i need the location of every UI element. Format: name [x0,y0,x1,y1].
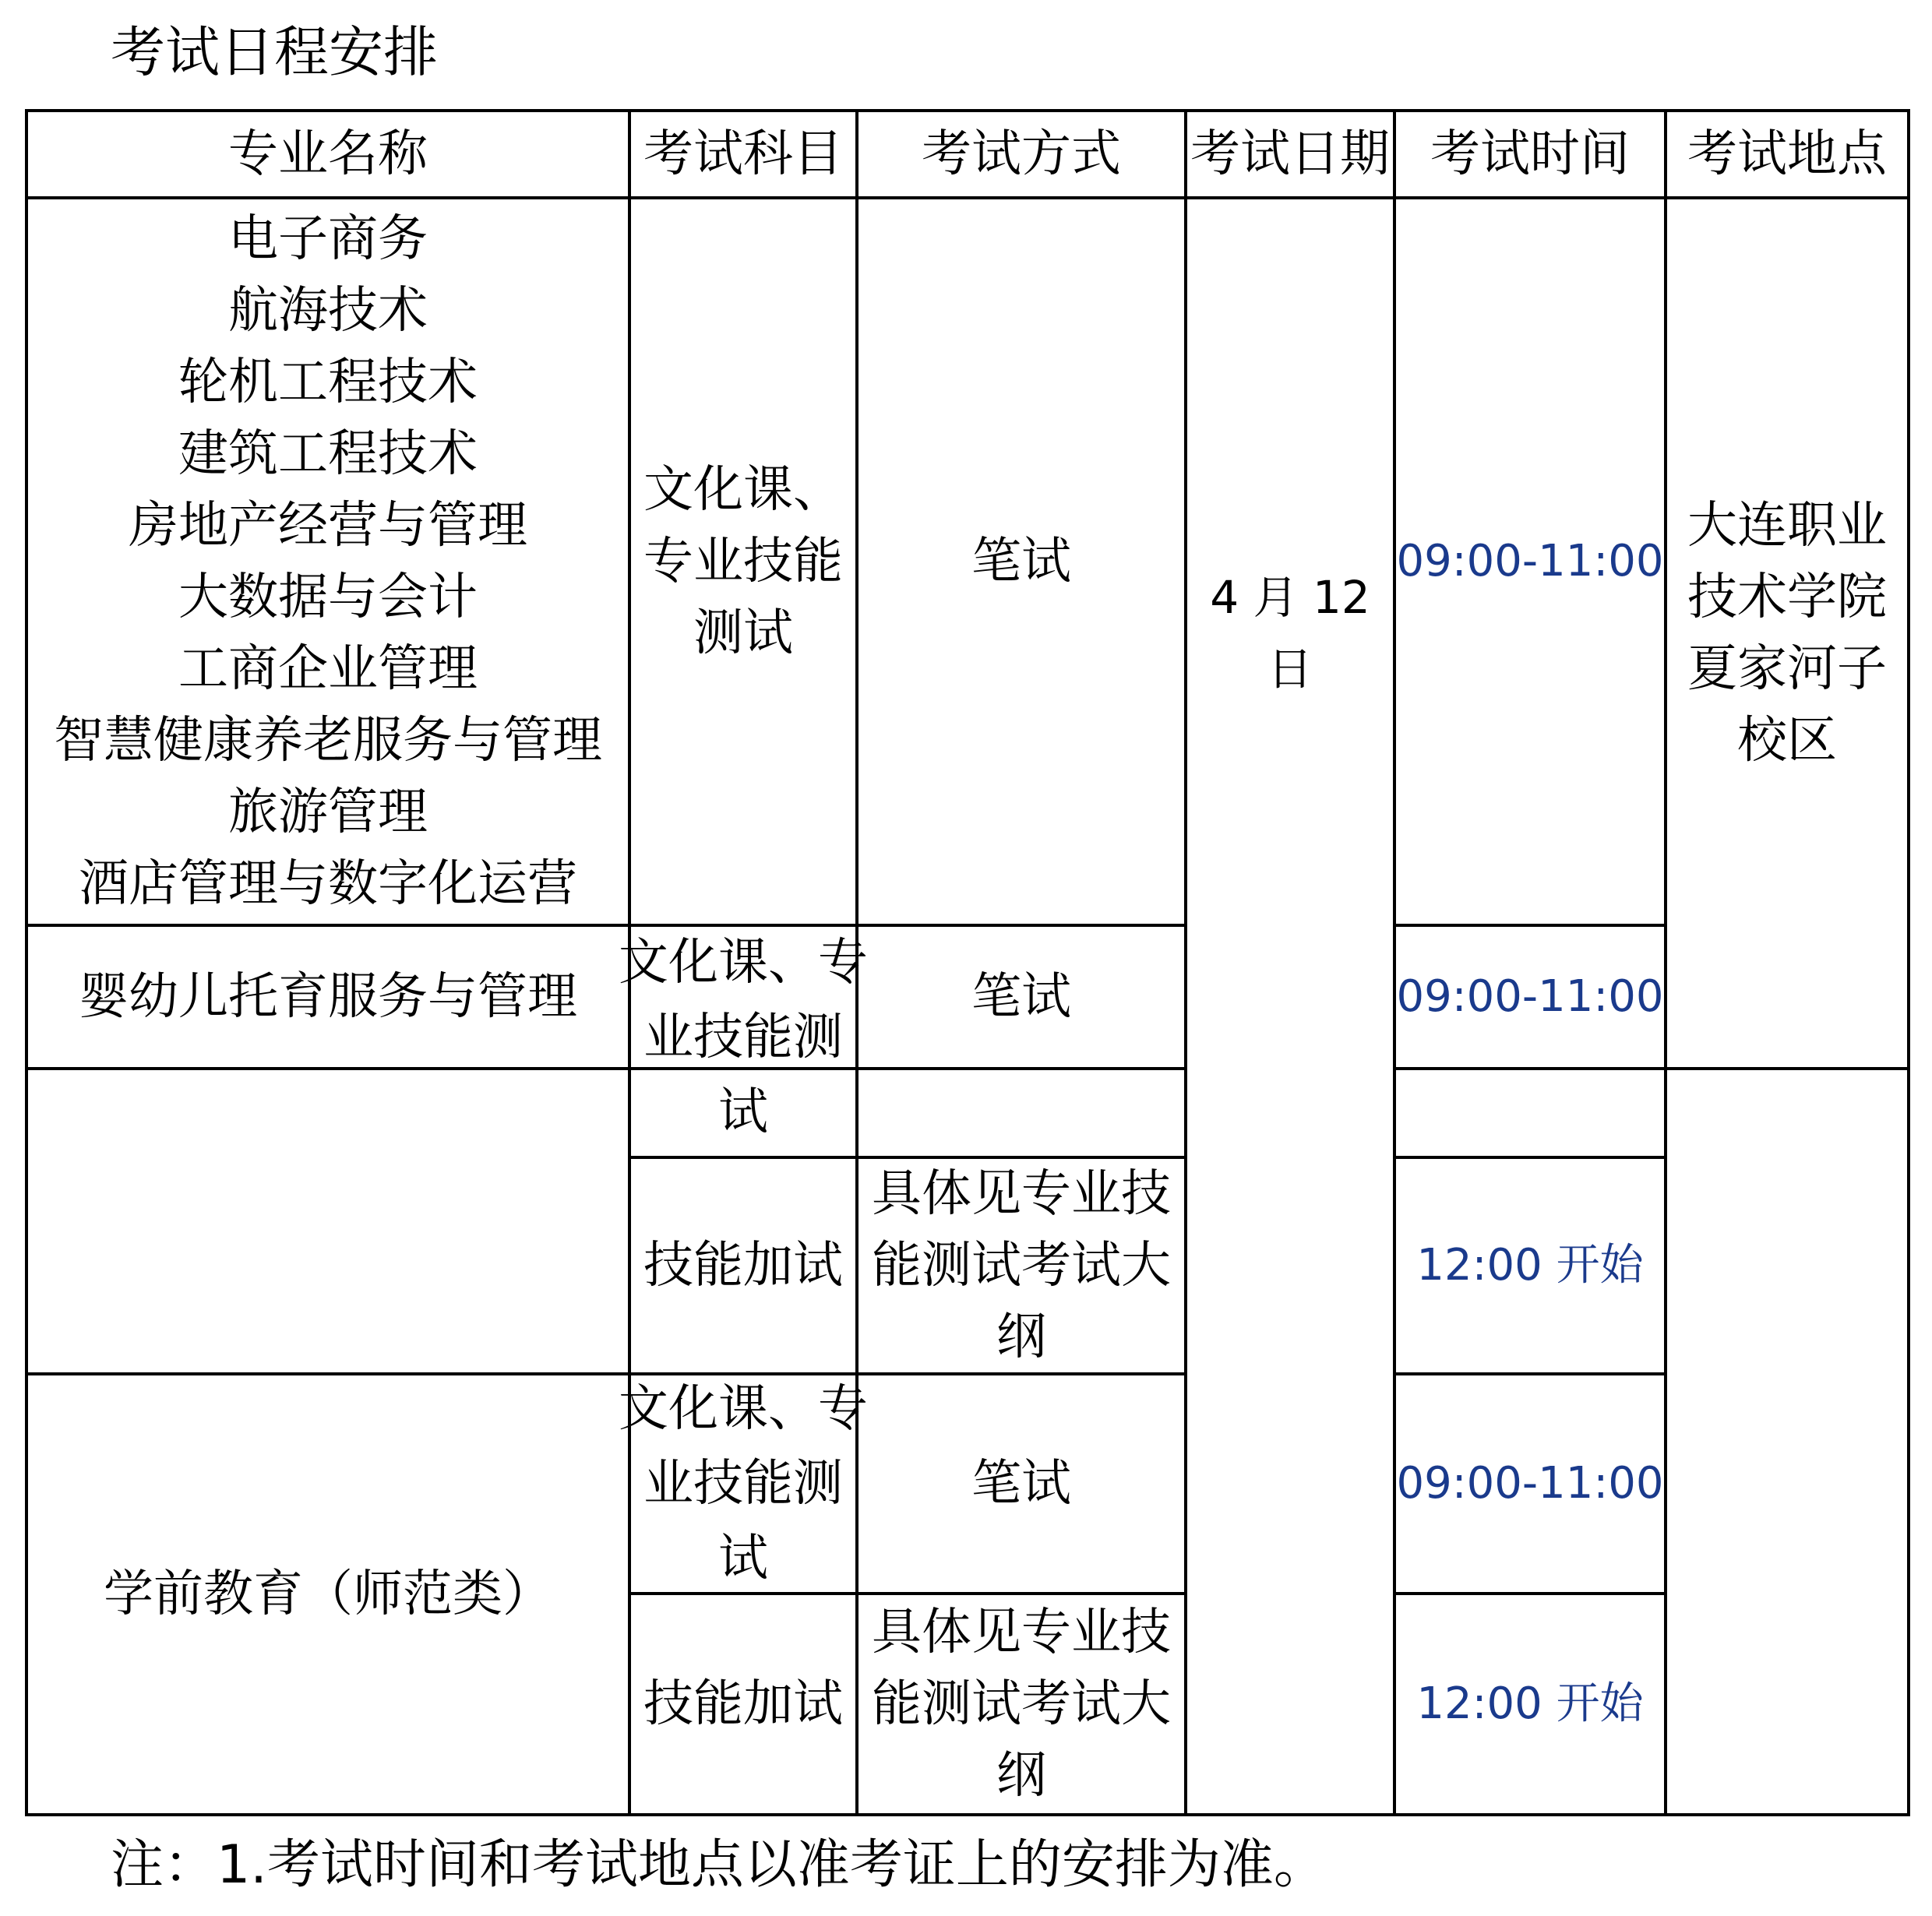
group3-written-time: 09:00-11:00 [1396,1458,1664,1509]
major-item: 酒店管理与数字化运营 [79,855,577,913]
group3-major: 学前教育（师范类） [104,1566,552,1623]
major-item: 航海技术 [228,282,428,340]
major-item: 电子商务 [228,210,428,268]
group2b-subject: 技能加试 [643,1237,843,1294]
group2-time: 09:00-11:00 [1396,971,1664,1022]
group2-subject: 文化课、专 业技能测 试 [619,934,868,1141]
major-item: 智慧健康养老服务与管理 [54,712,602,770]
footnote: 注：1.考试时间和考试地点以准考证上的安排为准。 [111,1834,1327,1896]
group3-extra-method: 具体见专业技 能测试考试大 纲 [872,1604,1171,1805]
group3-written-method: 笔试 [971,1455,1071,1513]
header-exam-time: 考试时间 [1430,125,1630,183]
group3-extra-time: 12:00 开始 [1416,1678,1644,1729]
major-item: 建筑工程技术 [178,425,478,483]
group1-time: 09:00-11:00 [1396,536,1664,586]
major-item: 轮机工程技术 [178,354,478,411]
group3-written-subject: 文化课、专 业技能测 试 [619,1380,868,1587]
header-exam-subject: 考试科目 [643,125,843,183]
header-exam-location: 考试地点 [1687,125,1887,183]
header-exam-date: 考试日期 [1190,125,1390,183]
major-item: 房地产经营与管理 [129,497,527,555]
exam-date: 4 月 12 日 [1210,571,1370,696]
group1-majors [26,198,629,925]
page-title: 考试日程安排 [111,20,438,84]
major-item: 大数据与会计 [178,569,478,626]
group1-subject: 文化课、 专业技能 测试 [643,461,843,662]
group2-major: 婴幼儿托育服务与管理 [79,968,577,1026]
group3-extra-subject: 技能加试 [643,1675,843,1733]
group1-method: 笔试 [971,533,1071,590]
group2-method: 笔试 [971,968,1071,1026]
major-item: 旅游管理 [228,784,428,841]
group2b-time: 12:00 开始 [1416,1240,1644,1291]
exam-location: 大连职业 技术学院 夏家河子 校区 [1687,497,1887,770]
group2b-method: 具体见专业技 能测试考试大 纲 [872,1165,1171,1366]
major-item: 工商企业管理 [178,640,478,698]
header-exam-method: 考试方式 [922,125,1121,183]
header-major-name: 专业名称 [228,125,428,183]
